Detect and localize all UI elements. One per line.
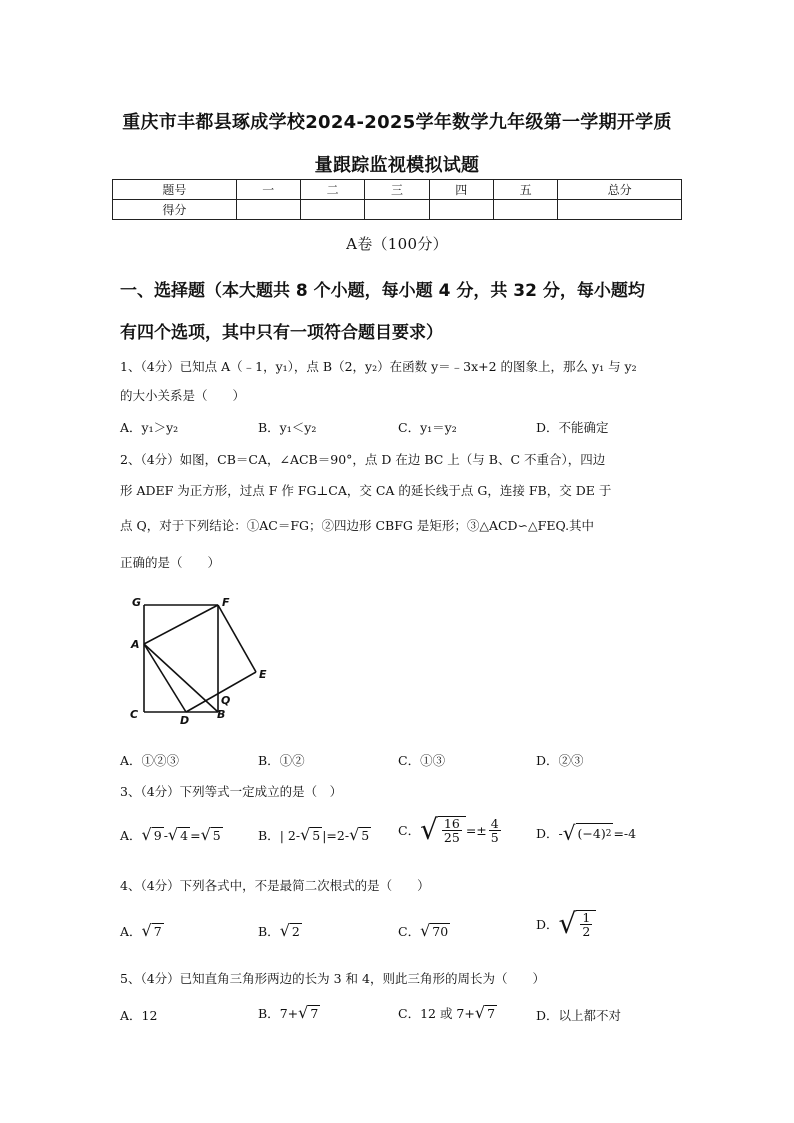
option-text: 以上都不对 (558, 1008, 622, 1023)
radicand: 2 (291, 924, 300, 939)
expr-text: |=2- (322, 827, 350, 843)
q2-stem-line4: 正确的是（ ） (120, 555, 221, 570)
table-cell: 一 (236, 180, 300, 200)
section-heading-line1: 一、选择题（本大题共 8 个小题，每小题 4 分，共 32 分，每小题均 (120, 281, 645, 301)
fraction-numerator: 4 (490, 815, 499, 831)
q2-option-a[interactable]: A．①②③ (120, 753, 180, 768)
q2-option-d[interactable]: D．②③ (536, 753, 584, 768)
option-label: A． (120, 1008, 142, 1023)
q1-stem-line1: 1、（4分）已知点 A（﹣1，y₁），点 B（2，y₂）在函数 y＝﹣3x+2 的图象上，那么 y₁ 与 y₂ (120, 359, 637, 374)
option-text: 12 (141, 1008, 158, 1023)
q3-option-d[interactable]: D． - √ (−4) 2 =-4 (536, 821, 637, 845)
score-table-score-row (113, 200, 682, 220)
option-label: C． (398, 924, 421, 939)
option-label: B． (258, 828, 280, 843)
score-input-cell[interactable] (493, 200, 557, 220)
fraction-numerator: 16 (443, 816, 460, 831)
radicand: 5 (212, 828, 221, 843)
expr-text: =± (465, 822, 487, 838)
q1-option-a[interactable]: A．y₁＞y₂ (120, 420, 179, 435)
q1-option-d[interactable]: D．不能确定 (536, 420, 609, 435)
expr-text: 7+ (279, 1005, 299, 1021)
label-e: E (259, 668, 267, 681)
volume-heading: A卷（100分） (346, 235, 448, 253)
score-input-cell[interactable] (365, 200, 429, 220)
page-title-line1: 重庆市丰都县琢成学校2024-2025学年数学九年级第一学期开学质 (122, 112, 672, 133)
expr-text: 12 或 7+ (420, 1006, 475, 1021)
section-heading-line2: 有四个选项，其中只有一项符合题目要求） (120, 323, 443, 343)
q1-option-c[interactable]: C．y₁＝y₂ (398, 420, 457, 435)
q3-stem: 3、（4分）下列等式一定成立的是（ ） (120, 784, 343, 799)
segment-af (144, 605, 218, 644)
exponent: 2 (605, 828, 612, 839)
option-label: D． (536, 917, 559, 932)
q2-stem-line3: 点 Q，对于下列结论：①AC＝FG；②四边形 CBFG 是矩形；③△ACD∽△FEQ.其中 (120, 518, 595, 533)
q4-option-d[interactable]: D． √ $\frac{1}{2}$ (536, 910, 596, 938)
radicand: 5 (312, 828, 321, 843)
q2-option-c[interactable]: C．①③ (398, 753, 446, 768)
q4-option-c[interactable]: C． √ 70 (398, 921, 449, 940)
table-cell: 三 (365, 180, 429, 200)
q5-option-d[interactable] (536, 1006, 621, 1024)
q1-stem-line2: 的大小关系是（ ） (120, 388, 246, 403)
option-label: C． (398, 1006, 421, 1021)
segment-ad (144, 644, 186, 712)
q4-stem: 4、（4分）下列各式中，不是最简二次根式的是（ ） (120, 878, 430, 893)
fraction-denominator: 25 (443, 830, 460, 845)
expr-text: | 2- (279, 827, 301, 843)
score-input-cell[interactable] (236, 200, 300, 220)
q4-option-a[interactable]: A． √ 7 (120, 921, 162, 940)
q3-option-a[interactable]: A． √ 9 - √ 4 = √ 5 (120, 825, 221, 844)
score-table-header-row (113, 180, 682, 200)
radicand: 7 (310, 1006, 319, 1021)
radicand: 9 (153, 828, 162, 843)
operator: = (190, 827, 201, 843)
q3-option-c[interactable]: C． √ $\frac{16}{25}$ =± $\frac{4}{5}$ (398, 813, 499, 846)
radicand: 5 (361, 828, 370, 843)
radicand: 4 (180, 828, 189, 843)
option-label: D． (536, 826, 559, 841)
q2-geometry-figure (120, 590, 280, 730)
fraction-denominator: 5 (490, 829, 499, 845)
q1-option-b[interactable]: B．y₁＜y₂ (258, 420, 317, 435)
option-label: B． (258, 924, 280, 939)
table-cell: 总分 (558, 180, 682, 200)
q5-option-c[interactable]: C． 12 或 7+ √ 7 (398, 1003, 496, 1022)
q5-stem: 5、（4分）已知直角三角形两边的长为 3 和 4，则此三角形的周长为（ ） (120, 971, 545, 986)
score-input-cell[interactable] (429, 200, 493, 220)
score-input-cell[interactable] (300, 200, 364, 220)
table-cell: 二 (300, 180, 364, 200)
option-label: B． (258, 1006, 280, 1021)
q3-option-b[interactable]: B． | 2- √ 5 |=2- √ 5 (258, 825, 370, 844)
expr-text: =-4 (613, 825, 637, 841)
radicand: 70 (432, 924, 449, 939)
table-cell: 题号 (113, 180, 237, 200)
label-d: D (180, 714, 190, 727)
q5-option-b[interactable]: B． 7+ √ 7 (258, 1003, 319, 1022)
q2-option-b[interactable]: B．①② (258, 753, 305, 768)
fraction-numerator: 1 (582, 910, 591, 925)
label-b: B (217, 708, 226, 721)
table-cell: 得分 (113, 200, 237, 220)
label-f: F (222, 596, 230, 609)
q4-option-b[interactable]: B． √ 2 (258, 921, 300, 940)
q5-option-a[interactable] (120, 1006, 157, 1024)
option-label: C． (398, 823, 421, 838)
option-label: A． (120, 924, 142, 939)
label-q: Q (221, 694, 231, 707)
score-table (112, 179, 682, 220)
segment-ab (144, 644, 218, 712)
table-cell: 五 (493, 180, 557, 200)
expr-text: (−4) (577, 826, 606, 841)
expr-text: - (558, 825, 563, 841)
q2-stem-line1: 2、（4分）如图，CB＝CA，∠ACB＝90°，点 D 在边 BC 上（与 B、C 不重合），四边 (120, 452, 606, 467)
table-cell: 四 (429, 180, 493, 200)
radicand: 7 (153, 924, 162, 939)
score-input-cell[interactable] (558, 200, 682, 220)
page-title-line2: 量跟踪监视模拟试题 (314, 155, 480, 176)
fraction-denominator: 2 (582, 924, 591, 939)
q2-stem-line2: 形 ADEF 为正方形，过点 F 作 FG⊥CA，交 CA 的延长线于点 G，连接 FB，交 DE 于 (120, 483, 612, 498)
option-label: D． (536, 1008, 559, 1023)
label-a: A (131, 638, 140, 651)
operator: - (163, 827, 168, 843)
option-label: A． (120, 828, 142, 843)
label-c: C (130, 708, 139, 721)
segment-fe (218, 605, 256, 672)
radicand: 7 (487, 1006, 496, 1021)
label-g: G (132, 596, 142, 609)
